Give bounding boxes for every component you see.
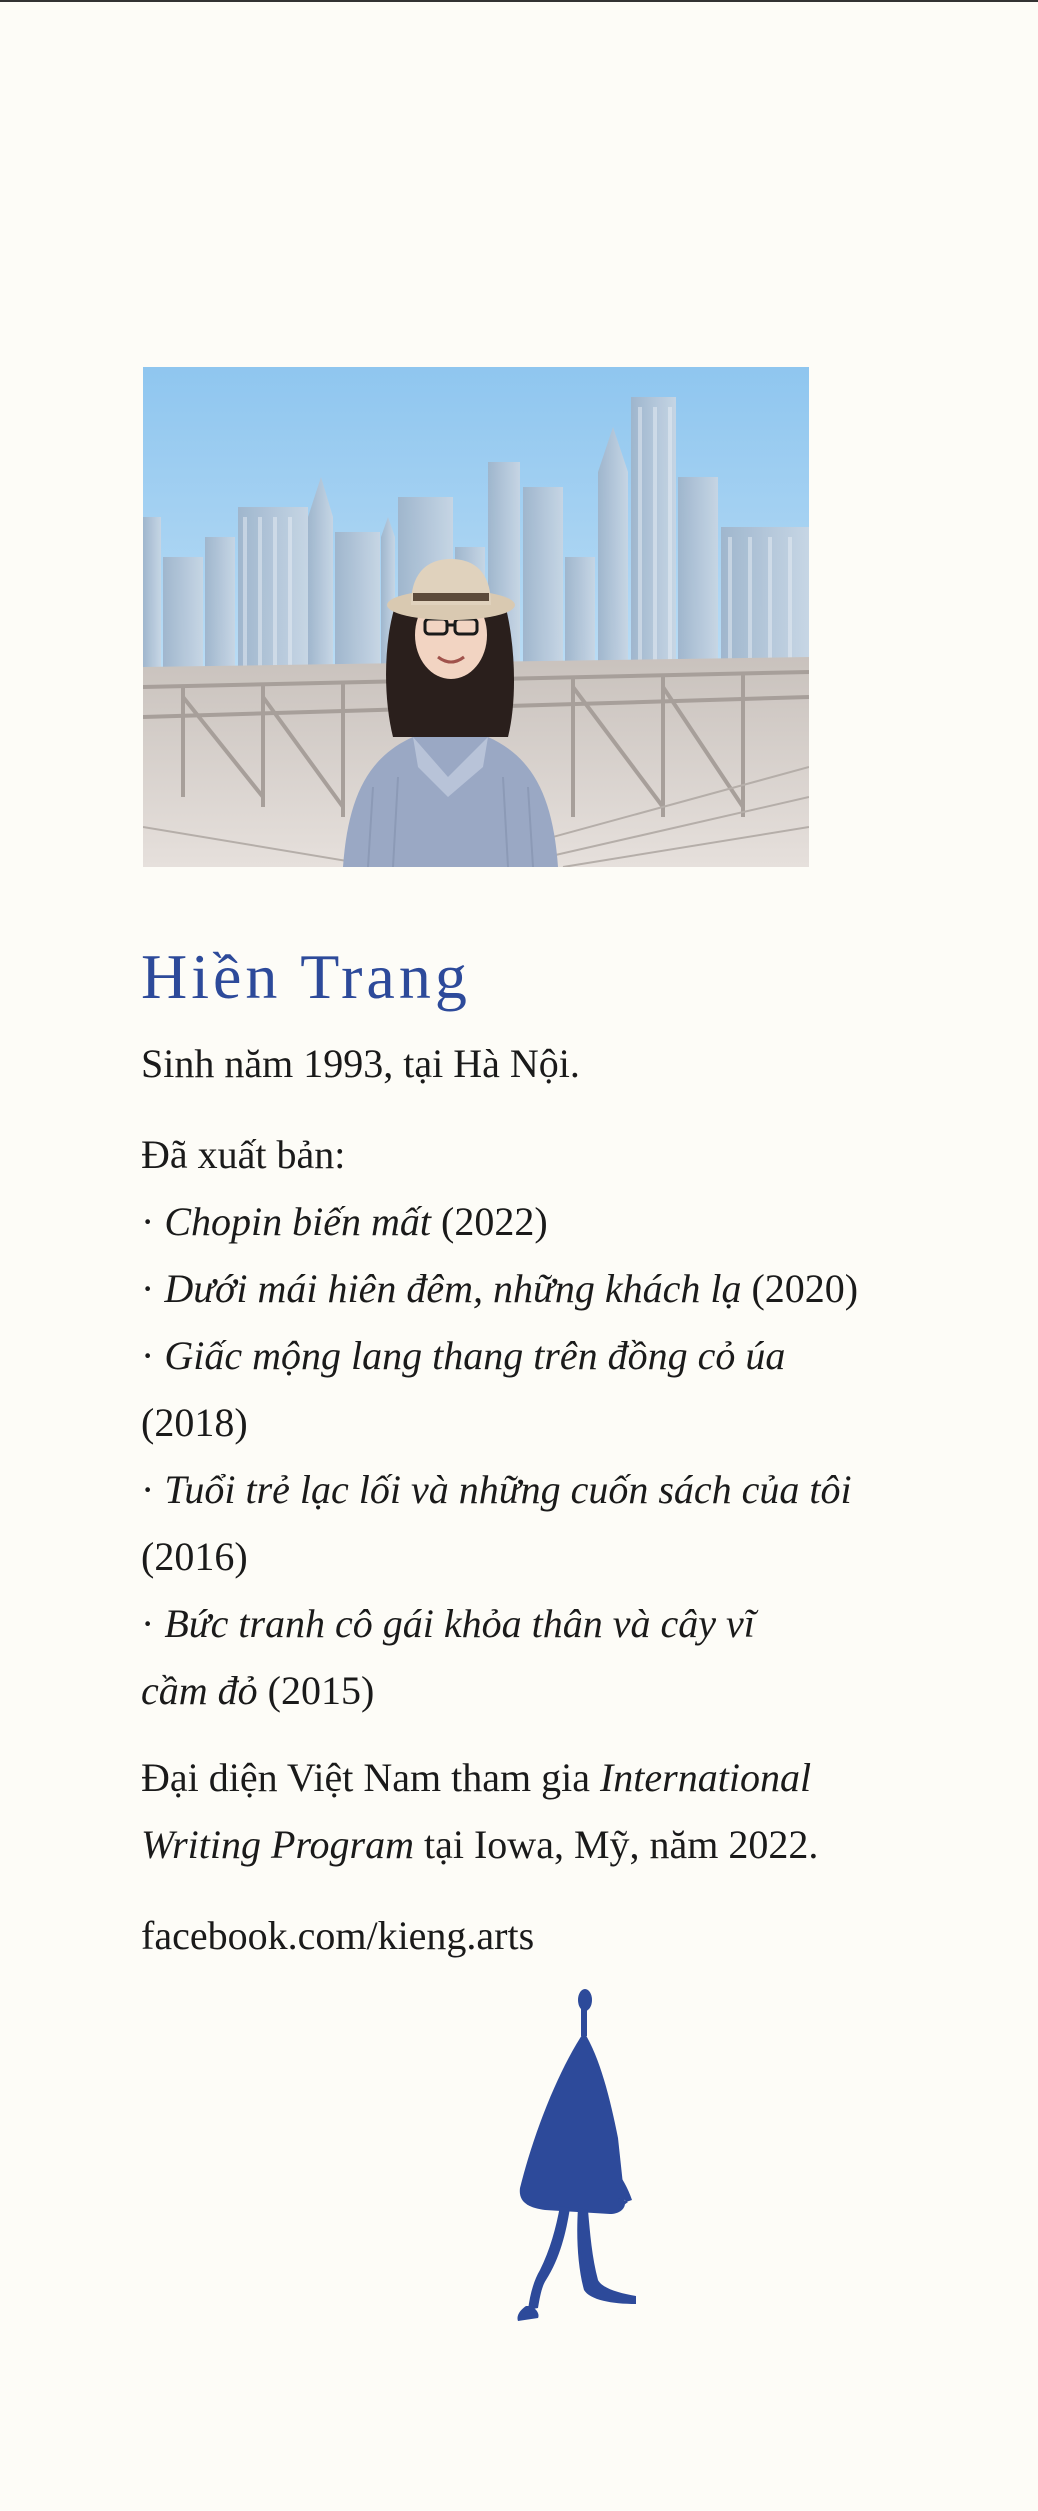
publication-title: Chopin biến mất: [164, 1199, 431, 1244]
publication-item: [141, 1456, 961, 1590]
publication-title: Dưới mái hiên đêm, những khách lạ: [164, 1266, 742, 1311]
publication-item: [141, 1322, 961, 1456]
residency-prefix: Đại diện Việt Nam tham gia: [141, 1755, 590, 1800]
top-border-line: [0, 0, 1038, 2]
publication-title-continued: cầm đỏ: [141, 1668, 258, 1713]
birth-info: Sinh năm 1993, tại Hà Nội.: [141, 1041, 580, 1086]
author-photo: [143, 367, 809, 867]
residency-info: [141, 1744, 961, 1878]
author-bio: [141, 1030, 961, 1969]
program-name: International: [599, 1755, 812, 1800]
bullet: ·: [141, 1199, 155, 1244]
bullet: ·: [141, 1266, 155, 1311]
publication-title: Giấc mộng lang thang trên đồng cỏ úa: [164, 1333, 786, 1378]
bullet: ·: [141, 1467, 155, 1512]
publication-item: [141, 1590, 961, 1724]
publication-item: [141, 1255, 961, 1322]
bullet: ·: [141, 1333, 155, 1378]
publication-year: (2020): [751, 1266, 859, 1311]
program-name-continued: Writing Program: [141, 1822, 414, 1867]
publication-year: (2016): [141, 1534, 248, 1579]
publication-year: (2022): [441, 1199, 548, 1244]
facebook-link: facebook.com/kieng.arts: [141, 1913, 535, 1958]
publication-title: Bức tranh cô gái khỏa thân và cây vĩ: [164, 1601, 755, 1646]
publication-year: (2015): [267, 1668, 375, 1713]
residency-suffix: tại Iowa, Mỹ, năm 2022.: [424, 1822, 819, 1867]
walking-figure-logo: [490, 1988, 650, 2323]
publication-title: Tuổi trẻ lạc lối và những cuốn sách của tôi: [164, 1467, 852, 1512]
publication-item: [141, 1188, 961, 1255]
publications-heading: Đã xuất bản:: [141, 1132, 346, 1177]
author-name: Hiền Trang: [141, 941, 471, 1012]
publication-year: (2018): [141, 1400, 248, 1445]
bullet: ·: [141, 1601, 155, 1646]
